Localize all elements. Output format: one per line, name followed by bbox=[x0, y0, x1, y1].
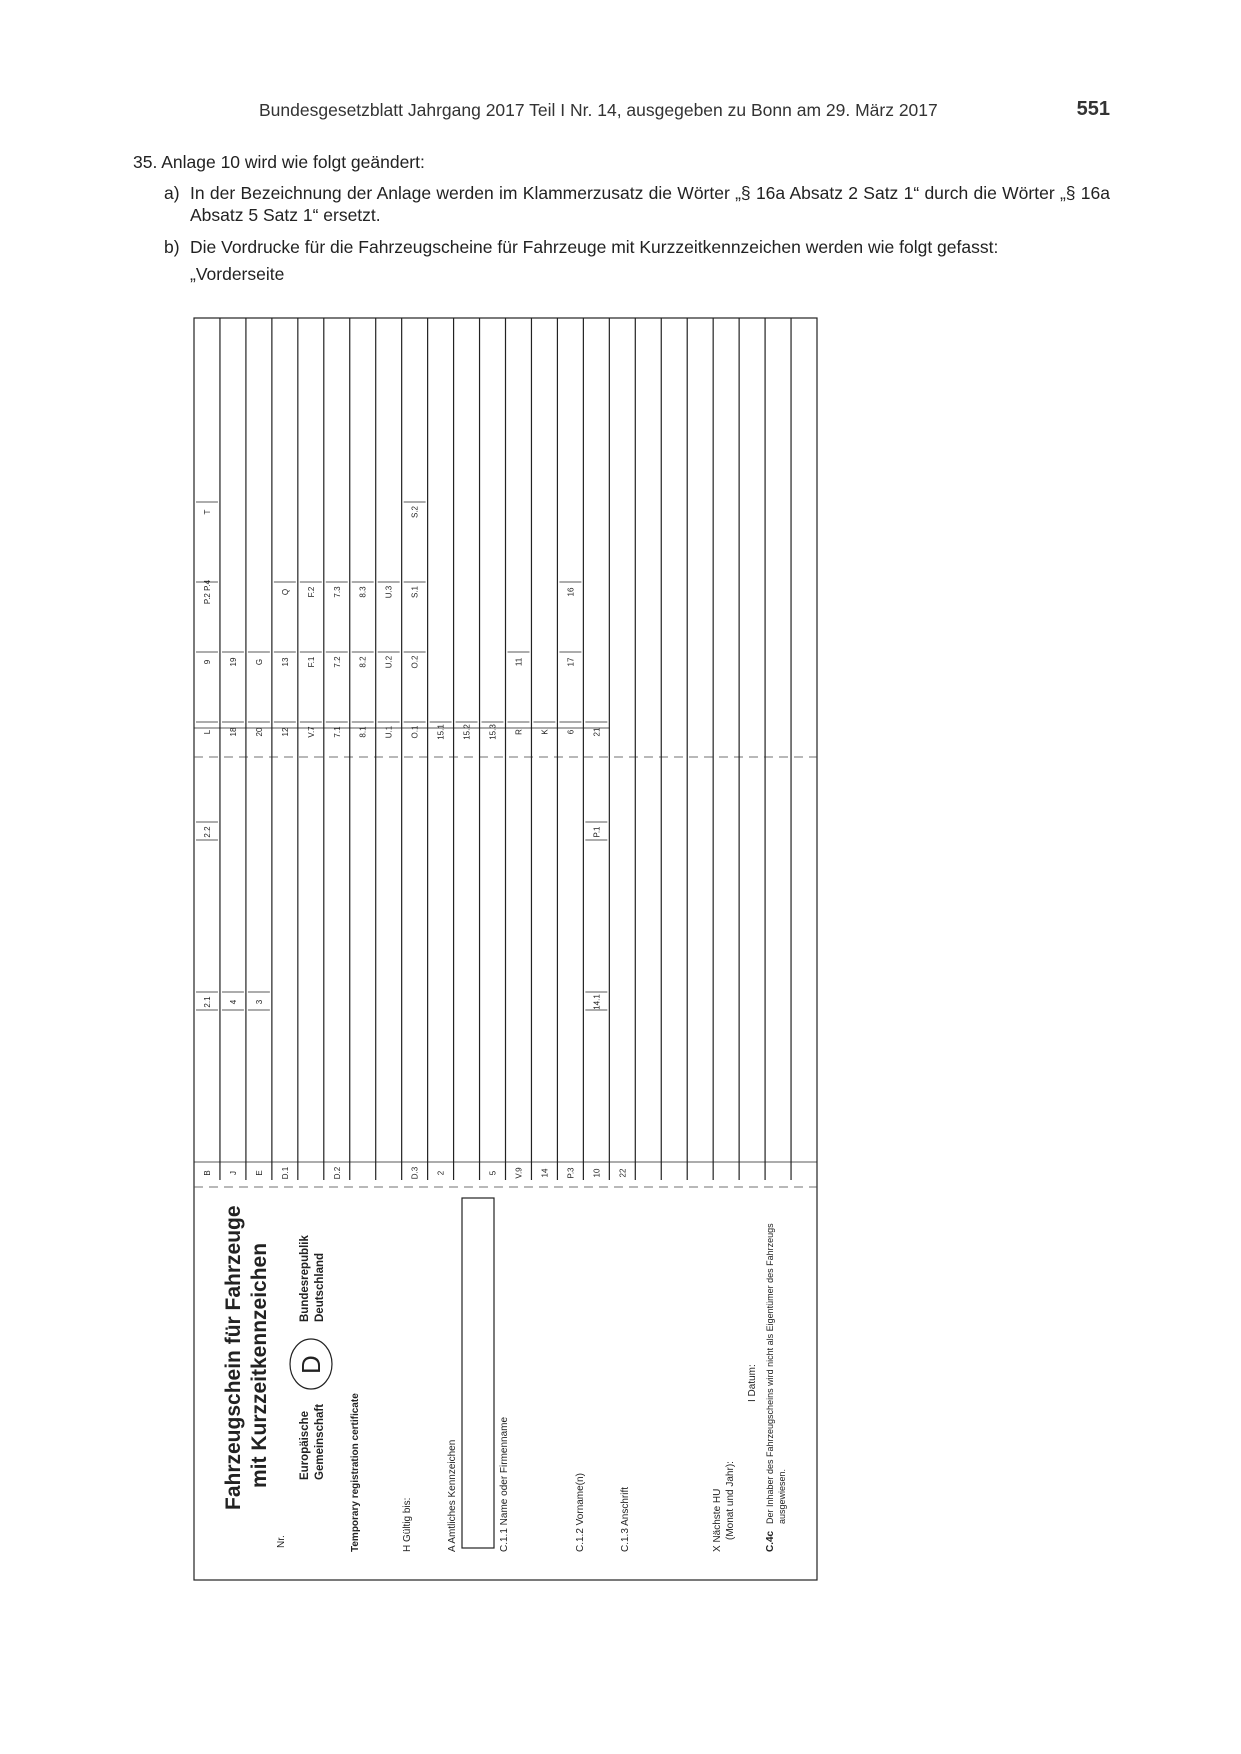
country-letter: D bbox=[296, 1355, 326, 1374]
row-label-right: 20 bbox=[254, 727, 264, 737]
sub-item-a-label: a) bbox=[164, 183, 180, 203]
row-label-left: D.3 bbox=[410, 1166, 420, 1180]
row-label-right: S.1 bbox=[410, 585, 420, 599]
country-block bbox=[299, 1234, 326, 1322]
row-label-left: D.2 bbox=[332, 1166, 342, 1180]
row-label-right: 12 bbox=[280, 727, 290, 737]
c4c-block bbox=[765, 1223, 787, 1552]
row-label-right: O.2 bbox=[410, 655, 420, 669]
row-label-right: 16 bbox=[566, 587, 576, 597]
plate-box bbox=[462, 1198, 494, 1548]
row-label-right: 7.2 bbox=[332, 656, 342, 668]
c4c-line1: Der Inhaber des Fahrzeugscheins wird nicht als Eigentümer des Fahrzeugs bbox=[765, 1223, 775, 1524]
title-block bbox=[222, 1205, 271, 1510]
row-label-mid: 2.1 bbox=[202, 996, 212, 1008]
row-label-right: L bbox=[202, 729, 212, 735]
row-label-right: 8.3 bbox=[358, 586, 368, 598]
nr-label: Nr. bbox=[276, 1535, 287, 1548]
row-label-left: 10 bbox=[592, 1168, 602, 1178]
row-label-mid: 14.1 bbox=[592, 994, 602, 1010]
row-label-right: 13 bbox=[280, 657, 290, 667]
row-label-right: G bbox=[254, 658, 264, 666]
c13-label: C.1.3 Anschrift bbox=[620, 1486, 631, 1552]
row-label-mid: 3 bbox=[254, 999, 264, 1005]
row-label-left: J bbox=[228, 1171, 238, 1175]
h-valid-label: H Gültig bis: bbox=[402, 1497, 413, 1552]
x-hu-block bbox=[712, 1461, 736, 1552]
sub-item-a-text: In der Bezeichnung der Anlage werden im Klammerzusatz die Wörter „§ 16a Absatz 2 Satz 1“ durch die Wörter „§ 16a Absatz 5 Satz 1“ ersetzt. bbox=[190, 183, 1110, 225]
row-label-right: 6 bbox=[566, 729, 576, 735]
row-label-right: F.1 bbox=[306, 656, 316, 668]
row-label-right: R bbox=[514, 729, 524, 735]
sub-item-b-text: Die Vordrucke für die Fahrzeugscheine für Fahrzeuge mit Kurzzeitkennzeichen werden wie folgt gefasst: bbox=[190, 237, 999, 257]
row-label-mid: 4 bbox=[228, 999, 238, 1005]
a-plate-label: A Amtliches Kennzeichen bbox=[447, 1439, 458, 1552]
row-label-right: 8.1 bbox=[358, 726, 368, 738]
row-label-right: 11 bbox=[514, 657, 524, 667]
form-title-line2: mit Kurzzeitkennzeichen bbox=[248, 1242, 271, 1488]
row-label-right: 7.3 bbox=[332, 586, 342, 598]
row-label-right: 15.3 bbox=[488, 724, 498, 740]
eu-block bbox=[299, 1404, 326, 1480]
row-label-left: 14 bbox=[540, 1168, 550, 1178]
row-label-right: 18 bbox=[228, 727, 238, 737]
row-label-right: O.1 bbox=[410, 725, 420, 739]
temporary-label: Temporary registration certificate bbox=[350, 1393, 361, 1552]
row-label-right: P.2 P.4 bbox=[202, 579, 212, 605]
item-35: 35. Anlage 10 wird wie folgt geändert: bbox=[133, 152, 425, 172]
row-label-left: E bbox=[254, 1170, 264, 1176]
eu-line2: Gemeinschaft bbox=[314, 1403, 326, 1480]
row-label-right: T bbox=[202, 509, 212, 515]
c12-label: C.1.2 Vorname(n) bbox=[575, 1473, 586, 1552]
row-label-right: 15.2 bbox=[462, 724, 472, 740]
row-label-left: V.9 bbox=[514, 1167, 524, 1179]
form-row-labels bbox=[203, 505, 627, 1179]
row-label-mid: 2.2 bbox=[202, 826, 212, 838]
page-number: 551 bbox=[1076, 98, 1110, 120]
row-label-right: U.1 bbox=[384, 725, 394, 739]
x-hu-line1: X Nächste HU bbox=[712, 1488, 723, 1552]
c4c-code: C.4c bbox=[765, 1530, 776, 1552]
row-label-right: Q bbox=[280, 588, 290, 596]
c4c-line2: ausgewiesen. bbox=[777, 1468, 787, 1524]
running-title: Bundesgesetzblatt Jahrgang 2017 Teil I Nr. 14, ausgegeben zu Bonn am 29. März 2017 bbox=[259, 100, 938, 120]
row-label-left: B bbox=[202, 1170, 212, 1176]
row-label-left: 22 bbox=[618, 1168, 628, 1178]
row-label-right: 17 bbox=[566, 657, 576, 667]
row-label-right: 8.2 bbox=[358, 656, 368, 668]
row-label-mid: P.1 bbox=[592, 826, 602, 838]
i-date-label: I Datum: bbox=[747, 1364, 758, 1402]
sub-item-b-label: b) bbox=[164, 237, 180, 257]
row-label-left: P.3 bbox=[566, 1167, 576, 1179]
form-title-line1: Fahrzeugschein für Fahrzeuge bbox=[222, 1205, 245, 1510]
row-label-left: 5 bbox=[488, 1170, 498, 1176]
row-label-right: 9 bbox=[202, 659, 212, 665]
row-label-right: 21 bbox=[592, 727, 602, 737]
row-label-left: D.1 bbox=[280, 1166, 290, 1180]
x-hu-line2: (Monat und Jahr): bbox=[725, 1461, 736, 1540]
row-label-right: V.7 bbox=[306, 726, 316, 738]
form-grid bbox=[194, 318, 817, 1187]
row-label-right: 15.1 bbox=[436, 724, 446, 740]
c11-label: C.1.1 Name oder Firmenname bbox=[499, 1416, 510, 1552]
row-label-right: S.2 bbox=[410, 505, 420, 519]
country-line2: Deutschland bbox=[314, 1252, 326, 1322]
country-line1: Bundesrepublik bbox=[299, 1235, 311, 1322]
row-label-right: 7.1 bbox=[332, 726, 342, 738]
row-label-right: U.3 bbox=[384, 585, 394, 599]
row-label-right: U.2 bbox=[384, 655, 394, 669]
row-label-left: 2 bbox=[436, 1170, 446, 1176]
row-label-right: 19 bbox=[228, 657, 238, 667]
row-label-right: F.2 bbox=[306, 586, 316, 598]
vorderseite-label: „Vorderseite bbox=[190, 264, 285, 284]
eu-line1: Europäische bbox=[299, 1410, 311, 1480]
row-label-right: K bbox=[540, 729, 550, 735]
